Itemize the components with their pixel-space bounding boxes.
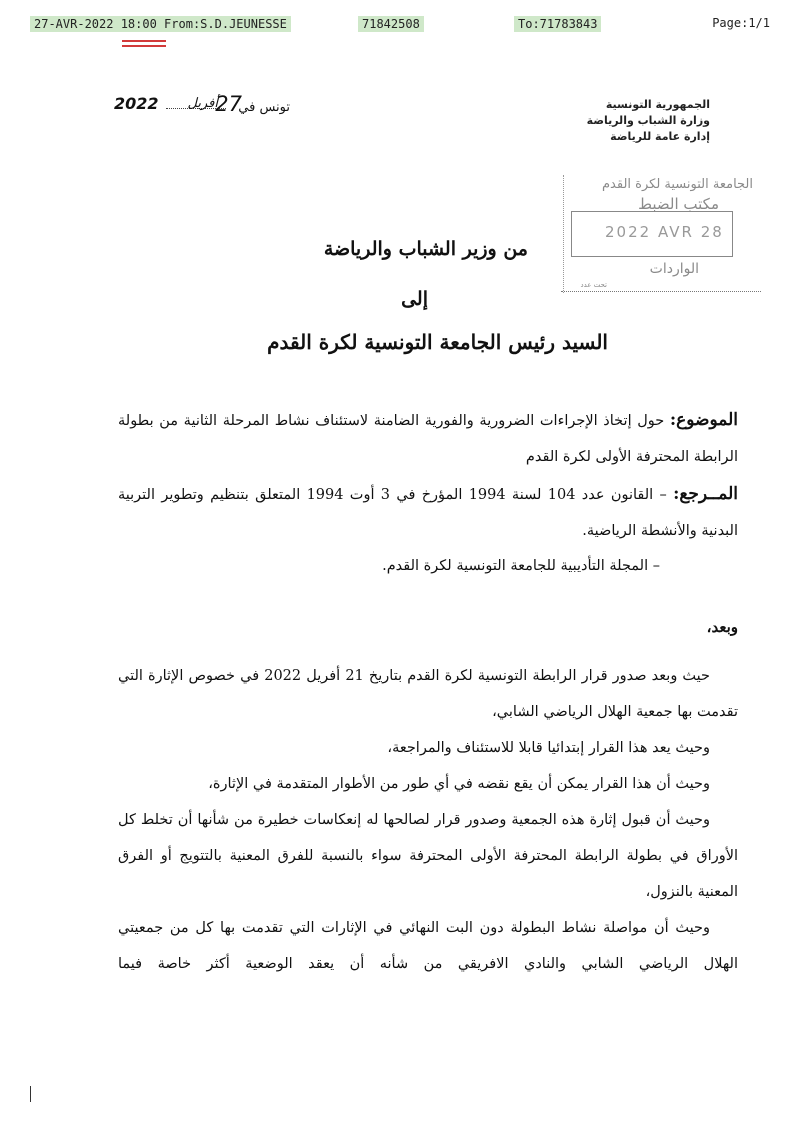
- stamp-dotted-line: [561, 291, 761, 292]
- body-paragraph-3: وحيث أن هذا القرار يمكن أن يقع نقضه في أي طور من الأطوار المتقدمة في الإثارة،: [208, 776, 710, 792]
- date-month: أفريل: [187, 96, 218, 111]
- body-paragraph-2: وحيث يعد هذا القرار إبتدائيا قابلا للاستئناف والمراجعة،: [387, 740, 710, 756]
- ministry-letterhead: [587, 97, 710, 145]
- reference-item-2-block: [118, 548, 738, 584]
- fax-recipient: To:71783843: [514, 16, 601, 32]
- stamp-office: مكتب الضبط: [638, 195, 719, 213]
- fax-sender-number: 71842508: [358, 16, 424, 32]
- stamp-border: [563, 175, 564, 293]
- fax-page-number: Page:1/1: [712, 16, 770, 30]
- letter-body: [118, 658, 738, 982]
- reference-label: المــرجع:: [673, 484, 738, 504]
- reference-item-1: – القانون عدد 104 لسنة 1994 المؤرخ في 3 أوت 1994 المتعلق بتنظيم وتطوير التربية البدنية والأنشطة الرياضية.: [118, 487, 738, 539]
- salutation: وبعد،: [706, 618, 738, 636]
- ministry-line-3: إدارة عامة للرياضة: [610, 130, 710, 143]
- body-paragraph-1: حيث وبعد صدور قرار الرابطة التونسية لكرة القدم بتاريخ 21 أفريل 2022 في خصوص الإثارة التي تقدمت بها جمعية الهلال الرياضي الشابي،: [118, 668, 738, 720]
- to-text: إلى: [401, 288, 428, 310]
- body-paragraph-5: وحيث أن مواصلة نشاط البطولة دون البت النهائي في الإثارات التي تقدمت بها كل من جمعيتي الهلال الرياضي الشابي والنادي الافريقي من شأنه أن يعقد الوضعية أكثر خاصة فيما: [118, 920, 738, 972]
- stamp-date: 2022 AVR 28: [605, 223, 724, 241]
- reception-stamp: [563, 173, 763, 293]
- fax-sent-info: 27-AVR-2022 18:00 From:S.D.JEUNESSE: [30, 16, 291, 32]
- date-city: تونس في: [238, 100, 290, 115]
- red-underline-mark: [122, 40, 166, 50]
- date-year: 2022: [114, 94, 159, 113]
- ministry-line-1: الجمهورية التونسية: [605, 98, 710, 111]
- subject-section: [118, 402, 738, 475]
- stamp-number-label: تحت عدد: [580, 281, 607, 289]
- recipient-text: السيد رئيس الجامعة التونسية لكرة القدم: [267, 330, 608, 354]
- ministry-line-2: وزارة الشباب والرياضة: [586, 114, 710, 127]
- body-paragraph-4: وحيث أن قبول إثارة هذه الجمعية وصدور قرار لصالحها له إنعكاسات خطيرة من شأنها أن تخلط كل الأوراق في بطولة الرابطة المحترفة الأولى المحترفة سواء بالنسبة للفرق المعنية بالتتويج أو الفرق المعنية بالنزول،: [118, 812, 738, 900]
- date-day: 27: [215, 92, 242, 116]
- margin-mark: [30, 1086, 31, 1102]
- date-line: [110, 94, 290, 120]
- reference-section: [118, 476, 738, 549]
- fax-header: [0, 14, 796, 36]
- stamp-organization: الجامعة التونسية لكرة القدم: [602, 177, 753, 192]
- reference-item-2: – المجلة التأديبية للجامعة التونسية لكرة القدم.: [382, 558, 660, 574]
- stamp-incoming: الواردات: [649, 261, 699, 277]
- sender-text: من وزير الشباب والرياضة: [323, 238, 528, 260]
- subject-text: حول إتخاذ الإجراءات الضرورية والفورية الضامنة لاستئناف نشاط المرحلة الثانية من بطولة الرابطة المحترفة الأولى لكرة القدم: [118, 413, 738, 465]
- subject-label: الموضوع:: [669, 410, 738, 430]
